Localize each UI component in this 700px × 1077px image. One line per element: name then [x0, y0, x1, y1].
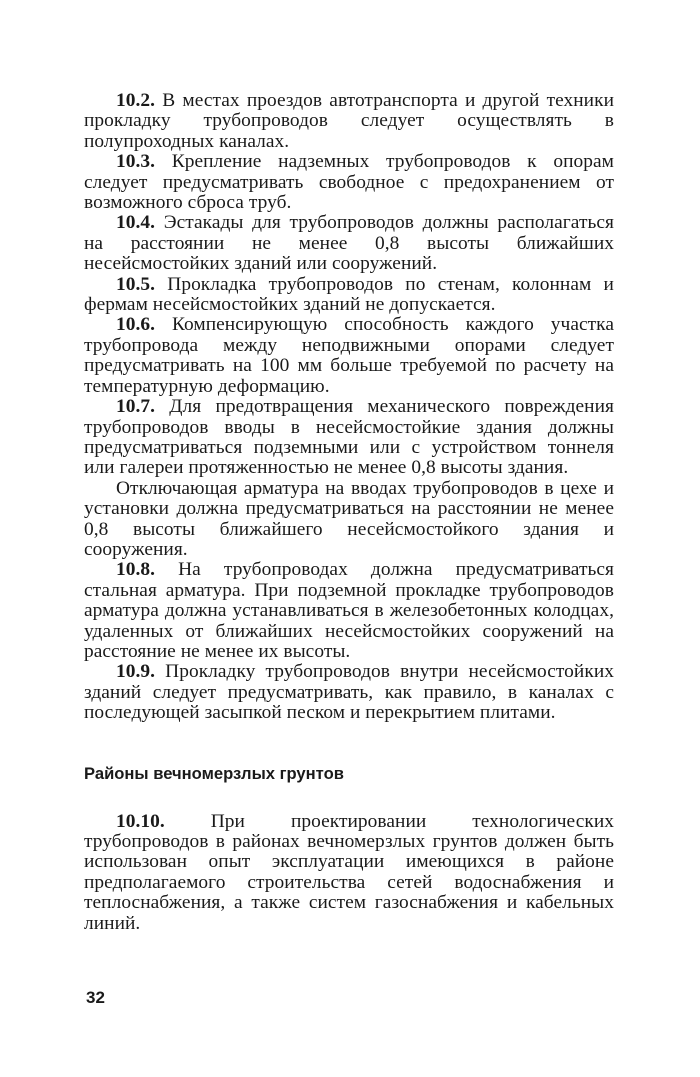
page-number: 32: [86, 988, 105, 1007]
paragraph-10-6: [84, 315, 614, 397]
paragraph-10-3: [84, 152, 614, 213]
paragraph-text: Компенсирующую способность каждого участка трубопровода между неподвижными опорами следует предусматривать на 100 мм больше требуемой по расчету на температурную деформацию.: [84, 314, 614, 397]
paragraph-text: В местах проездов автотранспорта и другой техники прокладку трубопроводов следует осуществлять в полупроходных каналах.: [84, 90, 614, 152]
paragraph-number: 10.7.: [116, 396, 156, 418]
paragraph-10-4: [84, 213, 614, 274]
paragraph-number: 10.2.: [116, 90, 156, 111]
paragraph-10-7: [84, 397, 614, 479]
paragraph-10-9: [84, 662, 614, 723]
paragraph-text: Прокладка трубопроводов по стенам, колоннам и фермам несейсмостойких зданий не допускается.: [84, 273, 614, 316]
paragraph-10-7-continued: [84, 479, 614, 561]
spacer: [84, 784, 614, 812]
paragraph-list: [84, 91, 614, 724]
paragraph-10-5: [84, 275, 614, 316]
paragraph-number: 10.3.: [116, 151, 156, 173]
paragraph-text: Крепление надземных трубопроводов к опорам следует предусматривать свободное с предохранением от возможного сброса труб.: [84, 151, 614, 214]
paragraph-10-10: [84, 812, 614, 934]
paragraph-text: Эстакады для трубопроводов должны располагаться на расстоянии не менее 0,8 высоты ближайших несейсмостойких зданий или сооружений.: [84, 212, 614, 275]
paragraph-number: 10.10.: [116, 810, 165, 832]
paragraph-10-8: [84, 560, 614, 662]
paragraph-number: 10.8.: [116, 559, 156, 581]
paragraph-number: 10.6.: [116, 314, 156, 336]
paragraph-text: Прокладку трубопроводов внутри несейсмостойких зданий следует предусматривать, как правило, в каналах с последующей засыпкой песком и перекрытием плитами.: [84, 661, 614, 724]
paragraph-text: На трубопроводах должна предусматриваться стальная арматура. При подземной прокладке трубопроводов арматура должна устанавливаться в железобетонных колодцах, удаленных от ближайших несейсмостойких сооружений на расстояние не менее их высоты.: [84, 559, 614, 662]
paragraph-text: Отключающая арматура на вводах трубопроводов в цехе и установки должна предусматриваться на расстоянии не менее 0,8 высоты ближайшего несейсмостойкого здания и сооружения.: [84, 477, 614, 560]
paragraph-number: 10.5.: [116, 273, 156, 295]
paragraph-number: 10.4.: [116, 212, 156, 234]
section-paragraph-list: [84, 812, 614, 934]
paragraph-text: При проектировании технологических трубопроводов в районах вечномерзлых грунтов должен быть использован опыт эксплуатации имеющихся в районе предполагаемого строительства сетей водоснабжения и теплоснабжения, а также систем газоснабжения и кабельных линий.: [84, 810, 614, 934]
paragraph-number: 10.9.: [116, 661, 156, 683]
paragraph-10-2: [84, 91, 614, 152]
document-page: [84, 91, 614, 934]
section-heading: Районы вечномерзлых грунтов: [84, 763, 344, 783]
paragraph-text: Для предотвращения механического повреждения трубопроводов вводы в несейсмостойкие здания должны предусматриваться подземными или с устройством тоннеля или галереи протяженностью не менее 0,8 высоты здания.: [84, 396, 614, 479]
